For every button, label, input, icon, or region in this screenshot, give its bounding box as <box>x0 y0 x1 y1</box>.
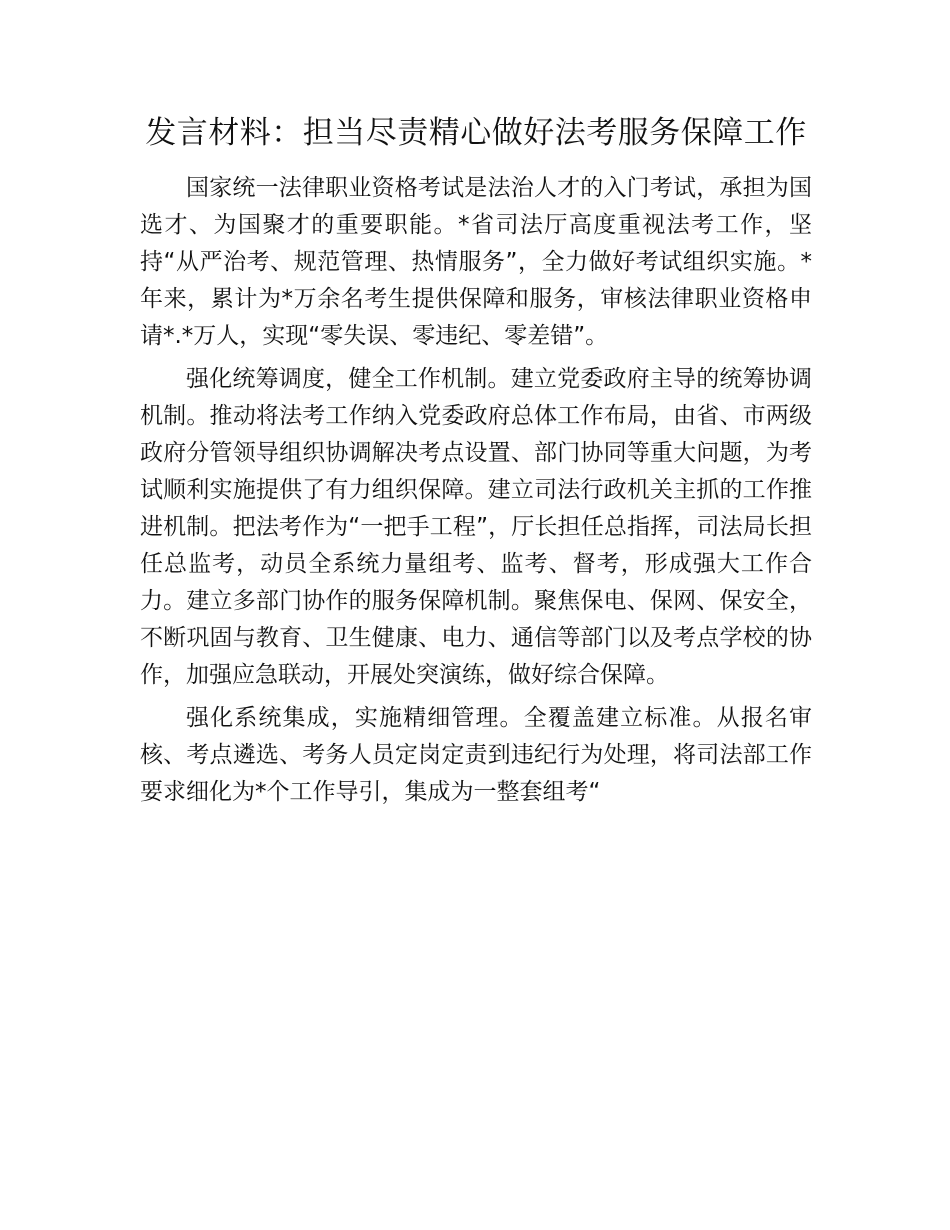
paragraph-coordination: 强化统筹调度，健全工作机制。建立党委政府主导的统筹协调机制。推动将法考工作纳入党委政府总体工作布局，由省、市两级政府分管领导组织协调解决考点设置、部门协同等重大问题，为考试顺利实施提供了有力组织保障。建立司法行政机关主抓的工作推进机制。把法考作为“一把手工程”，厅长担任总指挥，司法局长担任总监考，动员全系统力量组考、监考、督考，形成强大工作合力。建立多部门协作的服务保障机制。聚焦保电、保网、保安全，不断巩固与教育、卫生健康、电力、通信等部门以及考点学校的协作，加强应急联动，开展处突演练，做好综合保障。 <box>140 366 812 688</box>
document-page <box>140 110 812 817</box>
document-title: 发言材料：担当尽责精心做好法考服务保障工作 <box>145 115 807 151</box>
paragraph-intro: 国家统一法律职业资格考试是法治人才的入门考试，承担为国选才、为国聚才的重要职能。*省司法厅高度重视法考工作，坚持“从严治考、规范管理、热情服务”，全力做好考试组织实施。*年来，累计为*万余名考生提供保障和服务，审核法律职业资格申请*.*万人，实现“零失误、零违纪、零差错”。 <box>140 175 812 349</box>
paragraph-management: 强化系统集成，实施精细管理。全覆盖建立标准。从报名审核、考点遴选、考务人员定岗定责到违纪行为处理，将司法部工作要求细化为*个工作导引，集成为一整套组考“ <box>140 705 812 805</box>
